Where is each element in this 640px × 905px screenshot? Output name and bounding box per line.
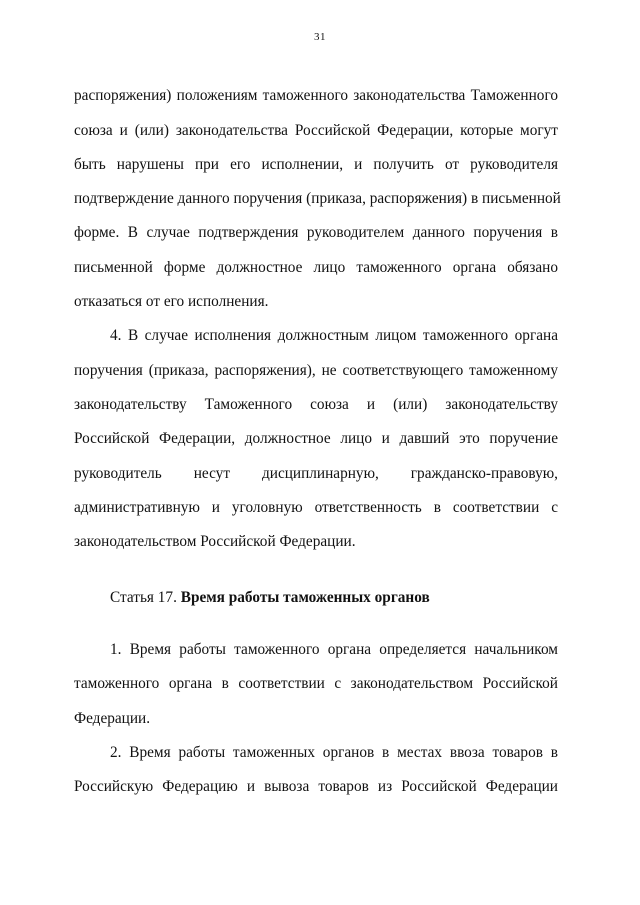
paragraph-line: письменной форме должностное лицо таможенного органа обязано [74, 259, 558, 276]
paragraph-line: законодательством Российской Федерации. [74, 533, 356, 550]
paragraph-line: быть нарушены при его исполнении, и получить от руководителя [74, 156, 558, 173]
paragraph-line: законодательству Таможенного союза и (или) законодательству [74, 396, 558, 413]
article-heading [110, 588, 430, 608]
paragraph-line: союза и (или) законодательства Российской Федерации, которые могут [74, 122, 558, 139]
paragraph-line: подтверждение данного поручения (приказа, распоряжения) в письменной [74, 190, 561, 207]
paragraph-line: поручения (приказа, распоряжения), не соответствующего таможенному [74, 362, 558, 379]
article-number: Статья 17. [110, 589, 177, 606]
paragraph-line: Федерации. [74, 710, 151, 727]
page-number: 31 [314, 31, 326, 43]
paragraph-line: 4. В случае исполнения должностным лицом таможенного органа [110, 327, 558, 344]
paragraph-line: Российской Федерации, должностное лицо и давший это поручение [74, 430, 558, 447]
paragraph-line: административную и уголовную ответственность в соответствии с [74, 499, 558, 516]
paragraph-line: руководитель несут дисциплинарную, гражданско-правовую, [74, 465, 558, 482]
paragraph-line: форме. В случае подтверждения руководителем данного поручения в [74, 224, 558, 241]
paragraph-line: 1. Время работы таможенного органа определяется начальником [110, 641, 558, 658]
paragraph-line: отказаться от его исполнения. [74, 293, 269, 310]
paragraph-line: 2. Время работы таможенных органов в местах ввоза товаров в [110, 744, 558, 761]
paragraph-line: Российскую Федерацию и вывоза товаров из Российской Федерации [74, 778, 558, 795]
paragraph-line: таможенного органа в соответствии с законодательством Российской [74, 675, 558, 692]
article-title: Время работы таможенных органов [180, 589, 430, 606]
paragraph-line: распоряжения) положениям таможенного законодательства Таможенного [74, 87, 558, 104]
